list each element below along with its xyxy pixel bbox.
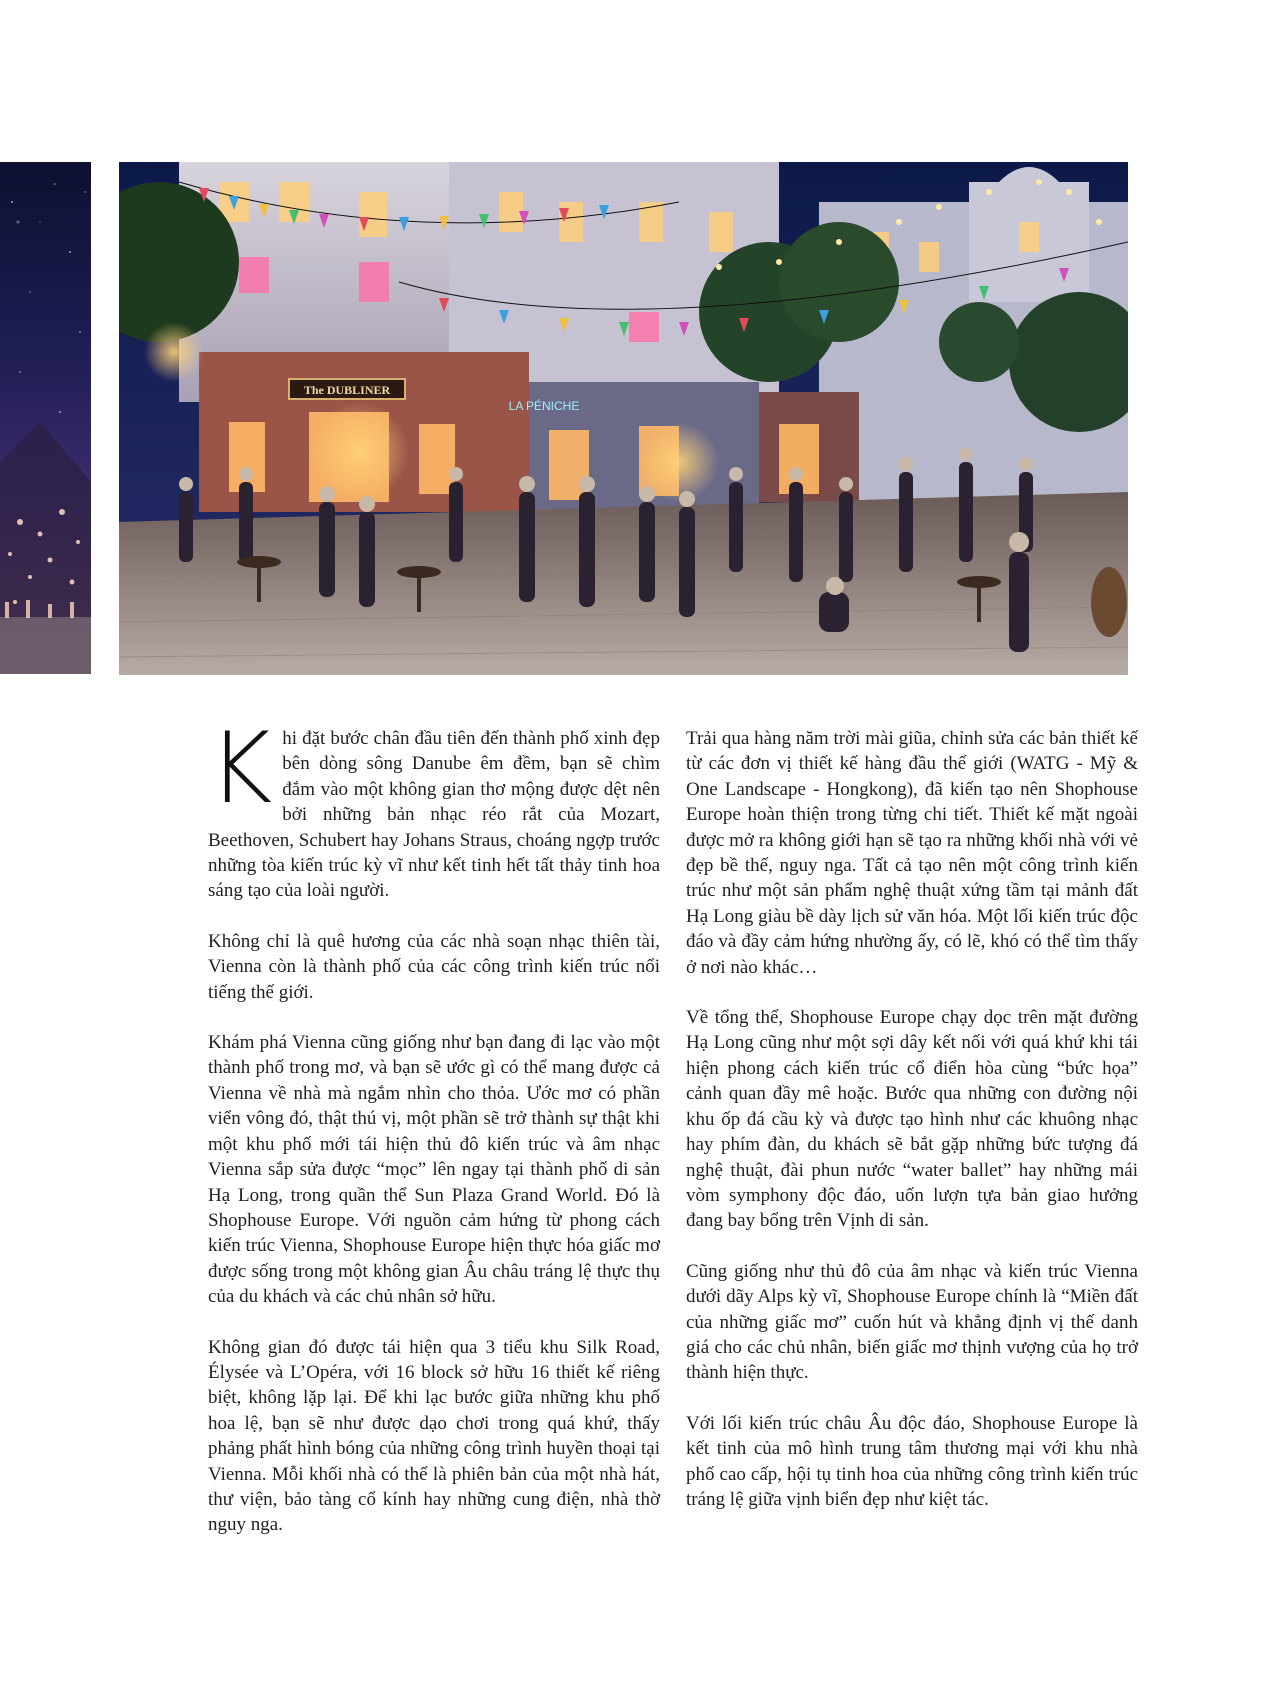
article-left-column — [208, 712, 660, 1563]
shophouse-street-night-photo — [119, 162, 1128, 675]
paragraph: Về tổng thể, Shophouse Europe chạy dọc trên mặt đường Hạ Long cũng như một sợi dây kết nối với quá khứ khi tái hiện phong cách kiến trúc cổ điển hòa cùng “bức họa” cảnh quan đầy mê hoặc. Bước qua những con đường nội khu ốp đá cầu kỳ và được tạo hình như các khuông nhạc hay phím đàn, du khách sẽ bắt gặp những bức tượng đá nghệ thuật, đài phun nước “water ballet” hay những mái vòm symphony độc đáo, uốn lượn tựa bản giao hưởng đang bay bổng trên Vịnh di sản. — [686, 1007, 1138, 1232]
paragraph: Không chỉ là quê hương của các nhà soạn nhạc thiên tài, Vienna còn là thành phố của các công trình kiến trúc nổi tiếng thế giới. — [208, 930, 660, 1003]
sign-dubliner: The DUBLINER — [303, 383, 391, 397]
paragraph: Cũng giống như thủ đô của âm nhạc và kiến trúc Vienna dưới dãy Alps kỳ vĩ, Shophouse Europe chính là “Miền đất của những giấc mơ” cuốn hút và khẳng định vị thế danh giá cho các chủ nhân, biến giấc mơ thịnh vượng của họ trở thành hiện thực. — [686, 1260, 1138, 1384]
night-resort-photo — [0, 162, 91, 674]
sign-la-peniche: LA PÉNICHE — [508, 399, 580, 413]
paragraph-intro: Khi đặt bước chân đầu tiên đến thành phố xinh đẹp bên dòng sông Danube êm đềm, bạn sẽ chìm đắm vào một không gian thơ mộng được dệt nên bởi những bản nhạc réo rắt của Mozart, Beethoven, Schubert hay Johans Straus, choáng ngợp trước những tòa kiến trúc kỳ vĩ như kết tinh hết tất thảy tinh hoa sáng tạo của loài người. — [208, 712, 660, 902]
paragraph: Không gian đó được tái hiện qua 3 tiểu khu Silk Road, Élysée và L’Opéra, với 16 block sở hữu 16 thiết kế riêng biệt, không lặp lại. Để khi lạc bước giữa những khu phố hoa lệ, bạn sẽ như được dạo chơi trong quá khứ, thấy phảng phất hình bóng của những công trình huyền thoại tại Vienna. Mỗi khối nhà có thể là phiên bản của một nhà hát, thư viện, bảo tàng cổ kính hay những cung điện, nhà thờ nguy nga. — [208, 1336, 660, 1536]
dropcap: K — [208, 712, 273, 826]
paragraph: Với lối kiến trúc châu Âu độc đáo, Shophouse Europe là kết tinh của mô hình trung tâm thương mại với khu nhà phố cao cấp, hội tụ tinh hoa của những công trình kiến trúc tráng lệ giữa vịnh biển đẹp như kiệt tác. — [686, 1412, 1138, 1510]
article-right-column — [686, 726, 1138, 1537]
paragraph: Khám phá Vienna cũng giống như bạn đang đi lạc vào một thành phố trong mơ, và bạn sẽ ước gì có thể mang được cả Vienna về nhà mà ngắm nhìn cho thỏa. Ước mơ có phần viển vông đó, thật thú vị, một phần sẽ trở thành sự thật khi một khu phố mới tái hiện thủ đô kiến trúc và âm nhạc Vienna sắp sửa được “mọc” lên ngay tại thành phố di sản Hạ Long, trong quần thể Sun Plaza Grand World. Đó là Shophouse Europe. Với nguồn cảm hứng từ phong cách kiến trúc Vienna, Shophouse Europe hiện thực hóa giấc mơ được sống trong một không gian Âu châu tráng lệ thực thụ của du khách và các chủ nhân sở hữu. — [208, 1032, 660, 1308]
paragraph: Trải qua hàng năm trời mài giũa, chỉnh sửa các bản thiết kế từ các đơn vị thiết kế hàng đầu thế giới (WATG - Mỹ & One Landscape - Hongkong), đã kiến tạo nên Shophouse Europe hoàn thiện trong từng chi tiết. Thiết kế mặt ngoài được mở ra không giới hạn sẽ tạo ra những khối nhà với vẻ đẹp bề thế, nguy nga. Tất cả tạo nên một công trình kiến trúc như một sản phẩm nghệ thuật xứng tầm tại mảnh đất Hạ Long giàu bề dày lịch sử văn hóa. Một lối kiến trúc độc đáo và đầy cảm hứng nhường ấy, có lẽ, khó có thể tìm thấy ở nơi nào khác… — [686, 728, 1138, 978]
